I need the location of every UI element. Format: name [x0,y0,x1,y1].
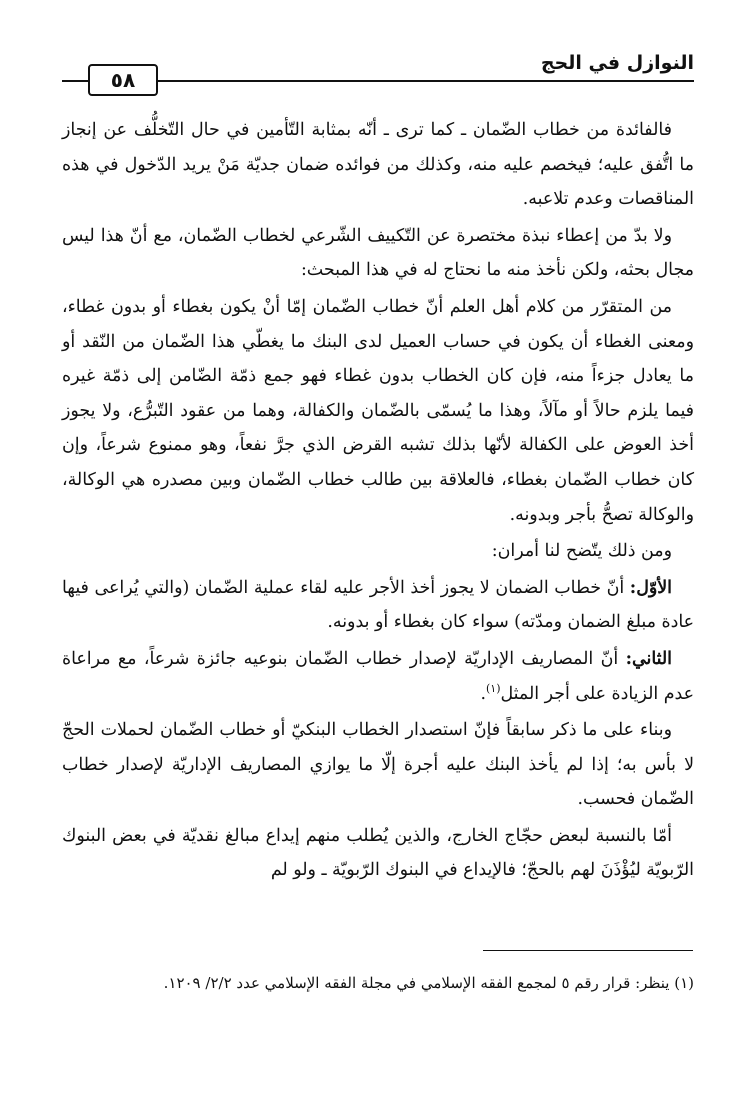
paragraph-first-point [62,571,694,640]
page-header [62,48,694,98]
paragraph-second-point [62,642,694,711]
main-text [62,113,694,888]
paragraph: وبناء على ما ذكر سابقاً فإنّ استصدار الخطاب البنكيّ أو خطاب الضّمان لحملات الحجّ لا بأس به؛ إذا لم يأخذ البنك عليه أجرة إلّا ما يوازي المصاريف الإداريّة لإصدار خطاب الضّمان فحسب. [62,720,694,810]
point-label: الأوّل: [629,577,672,598]
footnote-reference[interactable]: (١) [485,681,501,695]
point-label: الثاني: [625,648,672,669]
paragraph: ومن ذلك يتّضح لنا أمران: [491,541,672,562]
paragraph: ولا بدّ من إعطاء نبذة مختصرة عن التّكييف الشّرعي لخطاب الضّمان، مع أنّ هذا ليس مجال بحثه، ولكن نأخذ منه ما نحتاج له في هذا المبحث: [62,225,694,281]
point-text: أنّ خطاب الضمان لا يجوز أخذ الأجر عليه لقاء عملية الضّمان (والتي يُراعى فيها عادة مبلغ الضمان ومدّته) سواء كان بغطاء أو بدونه. [62,577,694,633]
paragraph: فالفائدة من خطاب الضّمان ـ كما ترى ـ أنّه بمثابة التّأمين في حال التّخلُّف عن إنجاز ما اتُّفق عليه؛ فيخصم عليه منه، وكذلك من فوائده ضمان جديّة مَنْ يريد الدّخول في هذه المناقصات وعدم تلاعبه. [62,120,694,210]
footnote: (١) ينظر: قرار رقم ٥ لمجمع الفقه الإسلامي في مجلة الفقه الإسلامي عدد ٢/٢/ ١٢٠٩. [163,974,694,992]
paragraph: أمّا بالنسبة لبعض حجّاج الخارج، والذين يُطلب منهم إيداع مبالغ نقديّة في بعض البنوك الرّبويّة ليُؤْذَنَ لهم بالحجّ؛ فالإيداع في البنوك الرّبويّة ـ ولو لم [62,825,694,881]
running-title: النوازل في الحج [540,52,694,74]
footnote-separator [483,950,693,951]
point-text-end: . [480,683,486,704]
point-text: أنّ المصاريف الإداريّة لإصدار خطاب الضّمان بنوعيه جائزة شرعاً، مع مراعاة عدم الزيادة على أجر المثل [62,648,694,704]
page-number: ٥٨ [88,64,158,96]
paragraph: من المتقرّر من كلام أهل العلم أنّ خطاب الضّمان إمّا أنْ يكون بغطاء أو بدون غطاء، ومعنى الغطاء أن يكون في حساب العميل لدى البنك ما يغطّي هذا الضّمان من النّقد أو ما يعادل جزءاً منه، فإن كان الخطاب بدون غطاء فهو جمع ذمّة الضّامن إلى ذمّة غيره فيما يلزم حالاً أو مآلاً، وهذا ما يُسمّى بالضّمان والكفالة، وهما من عقود التّبرُّع، ولا يجوز أخذ العوض على الكفالة لأنّها بذلك تشبه القرض الذي جرَّ نفعاً، وهو ممنوع شرعاً، وإن كان خطاب الضّمان بغطاء، فالعلاقة بين طالب خطاب الضّمان وبين مصدره هي الوكالة، والوكالة تصحُّ بأجر وبدونه. [62,296,694,525]
